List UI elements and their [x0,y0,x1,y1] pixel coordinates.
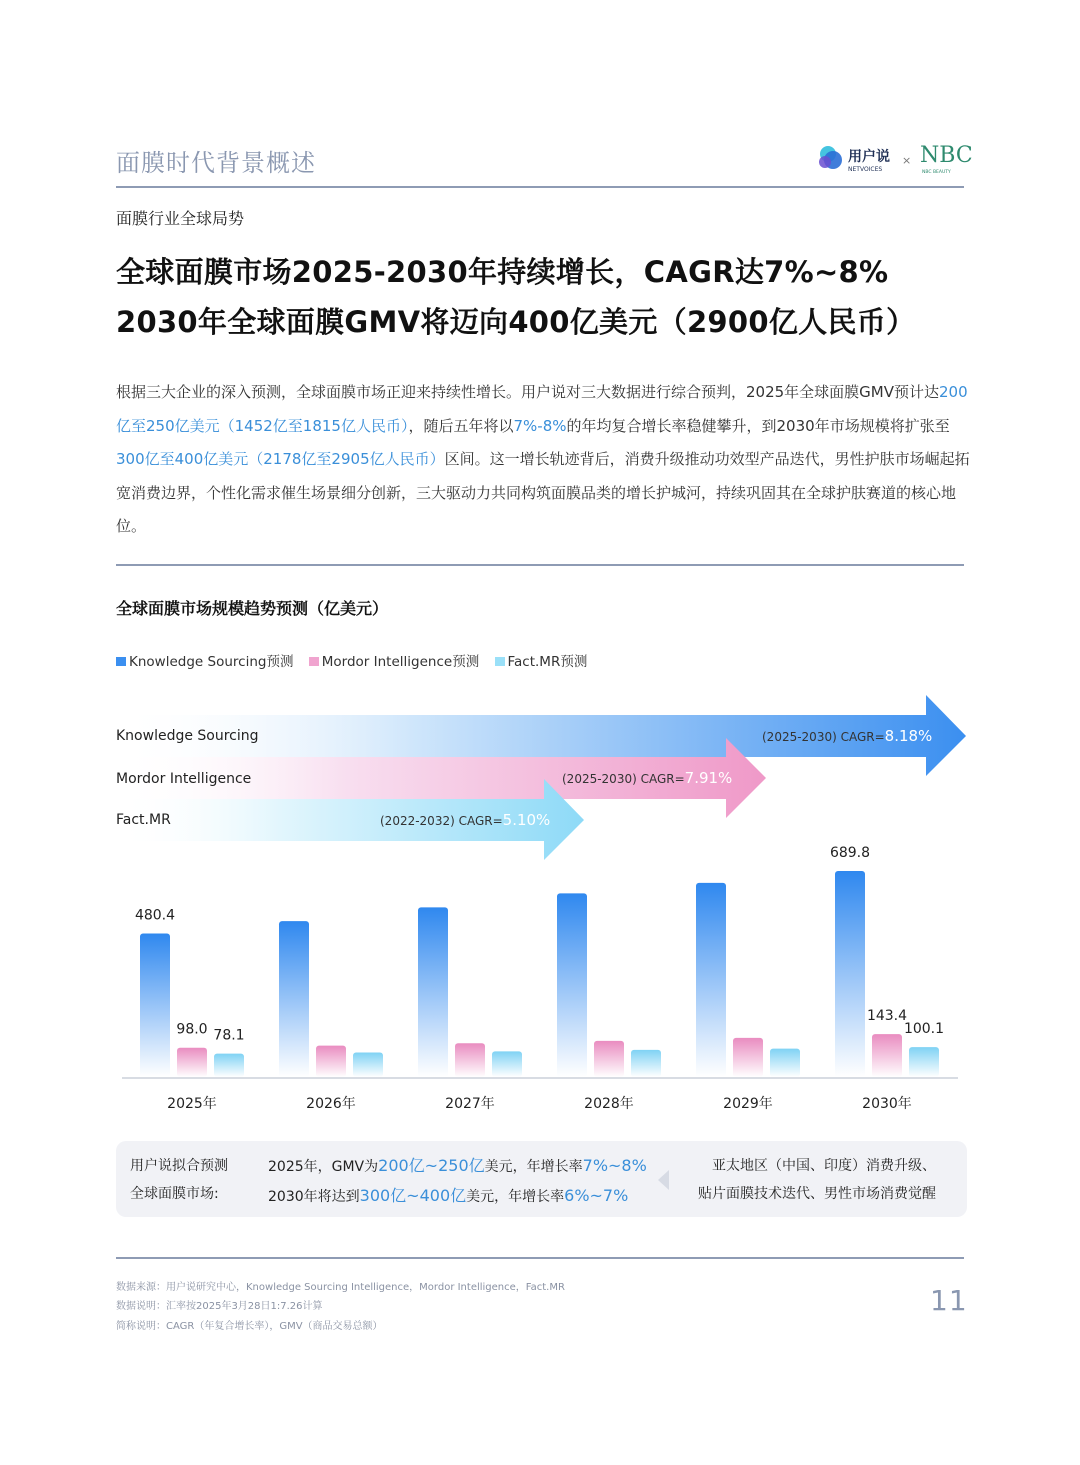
market-size-chart [0,690,1080,1130]
data-label-knowledge-sourcing: 480.4 [134,907,176,924]
bar-knowledge-sourcing-6 [835,871,865,1077]
legend-swatch-icon [309,657,319,666]
footer-source: 数据来源：用户说研究中心，Knowledge Sourcing Intelligence，Mordor Intelligence，Fact.MR [116,1282,565,1293]
legend-item-fact-mr [495,650,588,670]
summary-text: 美元，年增长率 [484,1159,583,1175]
summary-driver-2: 贴片面膜技术迭代、男性市场消费觉醒 [698,1186,936,1202]
x-tick-label: 2028年 [584,1096,634,1112]
data-label-fact-mr: 100.1 [903,1021,945,1038]
bar-mordor-intelligence-3 [455,1043,485,1077]
x-tick-label: 2030年 [862,1096,912,1112]
bar-knowledge-sourcing-4 [557,893,587,1077]
arrow-source-label: Knowledge Sourcing [116,728,259,744]
bar-fact-mr-4 [631,1050,661,1077]
summary-text: 2025年，GMV为 [268,1159,379,1175]
bars-layer [140,871,939,1077]
chart-legend [116,650,598,670]
legend-swatch-icon [116,657,126,666]
bar-fact-mr-5 [770,1049,800,1077]
body-text-3: 的年均复合增长率稳健攀升，到2030年市场规模将扩张至 [566,416,950,435]
section-divider [116,564,964,566]
cagr-period-label [762,727,932,745]
summary-label-2: 全球面膜市场: [130,1186,219,1202]
logo-partner-text: NBC [920,143,973,168]
summary-row-2030 [268,1183,628,1206]
legend-swatch-icon [495,657,505,666]
x-tick-label: 2026年 [306,1096,356,1112]
arrow-source-label: Mordor Intelligence [116,771,252,787]
body-highlight-3: 300亿至400亿美元（2178亿至2905亿人民币） [116,450,445,468]
cagr-period-text: (2025-2030) CAGR= [562,772,685,786]
data-label-knowledge-sourcing: 689.8 [829,845,871,861]
headline-line-2: 2030年全球面膜GMV将迈向400亿美元（2900亿人民币） [116,305,916,339]
legend-label: Knowledge Sourcing预测 [129,654,294,670]
footer-abbreviation: 简称说明：CAGR（年复合增长率），GMV（商品交易总额） [116,1321,383,1332]
labels-layer [135,845,944,1112]
cagr-period-text: (2025-2030) CAGR= [762,730,885,744]
legend-label: Fact.MR预测 [507,654,588,670]
summary-pointer-icon [658,1170,669,1190]
page-number: 11 [930,1284,968,1317]
cagr-value-text: 8.18% [884,727,933,745]
bar-knowledge-sourcing-2 [279,921,309,1077]
summary-driver-1: 亚太地区（中国、印度）消费升级、 [712,1158,936,1174]
footer-divider [116,1257,964,1259]
cagr-value-text: 7.91% [684,769,733,787]
data-label-mordor-intelligence: 143.4 [866,1008,908,1025]
cagr-period-label [562,769,732,787]
bar-knowledge-sourcing-1 [140,934,170,1077]
header-divider [116,186,964,188]
bar-mordor-intelligence-2 [316,1046,346,1077]
cagr-value-text: 5.10% [502,811,551,829]
bar-mordor-intelligence-4 [594,1041,624,1077]
body-paragraph [116,376,976,544]
body-text-1: 根据三大企业的深入预测，全球面膜市场正迎来持续性增长。用户说对三大数据进行综合预判，2025年全球面膜GMV预计达 [116,383,940,401]
logo-brand-en-text: NETVOICES [848,166,883,173]
body-highlight-2: 7%-8% [513,416,567,435]
summary-highlight: 200亿~250亿 [378,1156,485,1175]
summary-text: 美元，年增长率 [466,1189,565,1205]
x-tick-label: 2025年 [167,1096,217,1112]
data-label-mordor-intelligence: 98.0 [176,1021,208,1038]
summary-highlight: 300亿~400亿 [359,1186,467,1205]
logo-brand-text: 用户说 [848,149,890,165]
bar-mordor-intelligence-5 [733,1038,763,1077]
bar-mordor-intelligence-1 [177,1048,207,1077]
data-label-fact-mr: 78.1 [213,1027,245,1044]
x-tick-label: 2027年 [445,1096,495,1112]
legend-item-mordor-intelligence [309,650,479,670]
headline-line-1: 全球面膜市场2025-2030年持续增长，CAGR达7%~8% [116,255,889,289]
summary-text: 2030年将达到 [268,1189,360,1205]
footer-note: 数据说明：汇率按2025年3月28日1:7.26计算 [116,1301,323,1312]
arrow-source-label: Fact.MR [116,812,171,828]
bar-fact-mr-1 [214,1054,244,1077]
summary-row-2025 [268,1153,647,1176]
section-title: 面膜时代背景概述 [116,149,316,177]
cagr-period-text: (2022-2032) CAGR= [380,814,503,828]
netvoices-logo-icon [819,146,842,169]
x-tick-label: 2029年 [723,1096,773,1112]
legend-item-knowledge-sourcing [116,650,293,670]
page-subtitle: 面膜行业全球局势 [116,209,245,228]
brand-logos [816,140,973,180]
chart-title: 全球面膜市场规模趋势预测（亿美元） [116,599,389,618]
logo-partner-sub-text: NBC BEAUTY [922,170,951,175]
logo-separator: × [902,154,912,167]
cagr-period-label [380,811,550,829]
bar-fact-mr-2 [353,1053,383,1077]
summary-highlight: 7%~8% [582,1156,647,1175]
summary-highlight: 6%~7% [564,1186,629,1205]
body-text-4: 区间。这一增长轨迹背后，消费升级推动功效型产品迭代，男性护肤市场崛起拓宽消费边界，个性化需求催生场景细分创新，三大驱动力共同构筑面膜品类的增长护城河，持续巩固其在全球护肤赛道的核心地位。 [116,450,970,535]
bar-knowledge-sourcing-3 [418,907,448,1077]
forecast-summary-box [116,1141,967,1217]
summary-label-1: 用户说拟合预测 [130,1158,228,1174]
body-highlight-1: 200亿至250亿美元（1452亿至1815亿人民币） [116,383,968,435]
legend-label: Mordor Intelligence预测 [321,654,480,670]
brand-logos-graphic [816,140,973,180]
bar-knowledge-sourcing-5 [696,883,726,1077]
bar-mordor-intelligence-6 [872,1034,902,1077]
bar-fact-mr-3 [492,1051,522,1077]
bar-fact-mr-6 [909,1047,939,1077]
body-text-2: ，随后五年将以 [408,416,514,435]
